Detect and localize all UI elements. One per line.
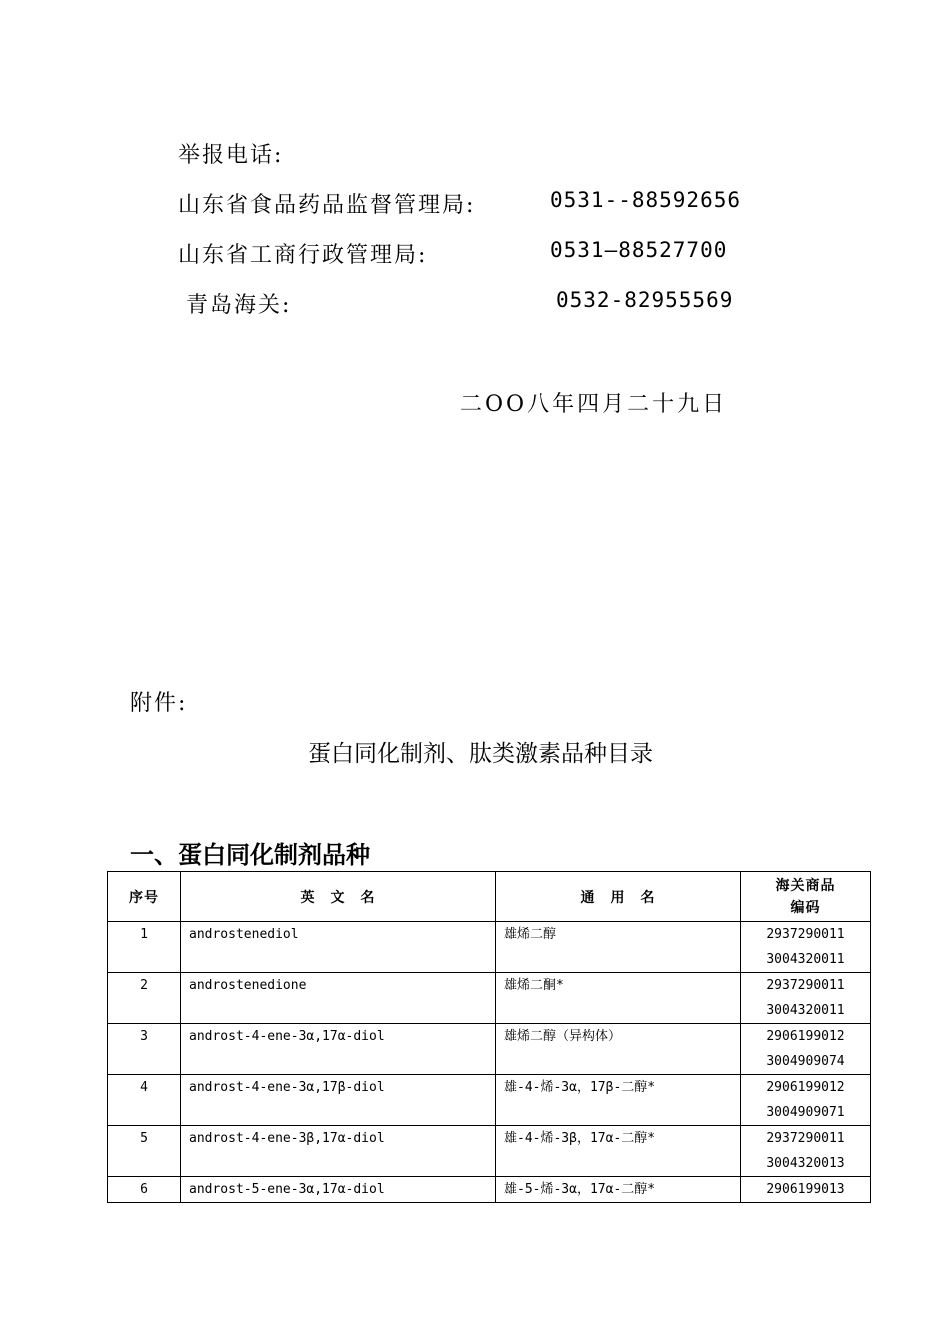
contact-phone-fda: 0531--88592656 bbox=[550, 188, 742, 212]
row-english-name: androst-4-ene-3β,17α-diol bbox=[189, 1131, 385, 1146]
table-row bbox=[108, 973, 871, 1024]
row-no: 5 bbox=[140, 1131, 148, 1146]
table-header-row bbox=[108, 872, 871, 922]
row-code: 3004320013 bbox=[766, 1156, 845, 1171]
header-no: 序号 bbox=[108, 872, 181, 922]
row-common-name: 雄-5-烯-3α，17α-二醇* bbox=[504, 1182, 656, 1197]
row-common-name: 雄烯二酮* bbox=[504, 978, 564, 993]
row-common-name: 雄-4-烯-3β，17α-二醇* bbox=[504, 1131, 656, 1146]
table-row bbox=[108, 1126, 871, 1177]
contact-label-aic: 山东省工商行政管理局: bbox=[178, 243, 428, 268]
row-code: 2937290011 bbox=[766, 1131, 845, 1146]
row-code: 2937290011 bbox=[766, 978, 845, 993]
contact-label-fda: 山东省食品药品监督管理局: bbox=[178, 193, 476, 218]
row-no: 3 bbox=[140, 1029, 148, 1044]
row-code: 3004320011 bbox=[766, 1003, 845, 1018]
row-no: 1 bbox=[140, 927, 148, 942]
table-row bbox=[108, 1024, 871, 1075]
document-date: 二OO八年四月二十九日 bbox=[460, 392, 728, 417]
header-english-name: 英 文 名 bbox=[181, 872, 496, 922]
anabolic-agents-table bbox=[107, 871, 871, 1203]
header-code-line2: 编码 bbox=[790, 899, 821, 916]
attachment-label: 附件: bbox=[130, 691, 188, 716]
header-code-line1: 海关商品 bbox=[775, 877, 836, 894]
row-no: 6 bbox=[140, 1182, 148, 1197]
row-code: 2906199012 bbox=[766, 1029, 845, 1044]
row-english-name: androst-4-ene-3α,17β-diol bbox=[189, 1080, 385, 1095]
report-phone-heading: 举报电话: bbox=[178, 143, 284, 168]
row-code: 3004320011 bbox=[766, 952, 845, 967]
row-code: 2937290011 bbox=[766, 927, 845, 942]
row-english-name: androst-4-ene-3α,17α-diol bbox=[189, 1029, 385, 1044]
row-code: 2906199012 bbox=[766, 1080, 845, 1095]
document-title: 蛋白同化制剂、肽类激素品种目录 bbox=[308, 741, 653, 767]
row-code: 3004909071 bbox=[766, 1105, 845, 1120]
row-common-name: 雄烯二醇 bbox=[504, 927, 557, 942]
table-row bbox=[108, 1177, 871, 1203]
row-code: 3004909074 bbox=[766, 1054, 845, 1069]
section-title: 一、蛋白同化制剂品种 bbox=[130, 841, 370, 869]
table-row bbox=[108, 922, 871, 973]
header-common-name: 通 用 名 bbox=[496, 872, 741, 922]
contact-label-customs: 青岛海关: bbox=[186, 293, 292, 318]
contact-phone-customs: 0532-82955569 bbox=[556, 288, 734, 312]
row-code: 2906199013 bbox=[766, 1182, 845, 1197]
header-customs-code bbox=[741, 872, 871, 922]
row-no: 2 bbox=[140, 978, 148, 993]
row-no: 4 bbox=[140, 1080, 148, 1095]
row-english-name: androstenediol bbox=[189, 927, 299, 942]
row-english-name: androstenedione bbox=[189, 978, 307, 993]
table-row bbox=[108, 1075, 871, 1126]
row-common-name: 雄烯二醇（异构体） bbox=[504, 1029, 622, 1044]
contact-phone-aic: 0531—88527700 bbox=[550, 238, 728, 262]
row-common-name: 雄-4-烯-3α，17β-二醇* bbox=[504, 1080, 656, 1095]
row-english-name: androst-5-ene-3α,17α-diol bbox=[189, 1182, 385, 1197]
